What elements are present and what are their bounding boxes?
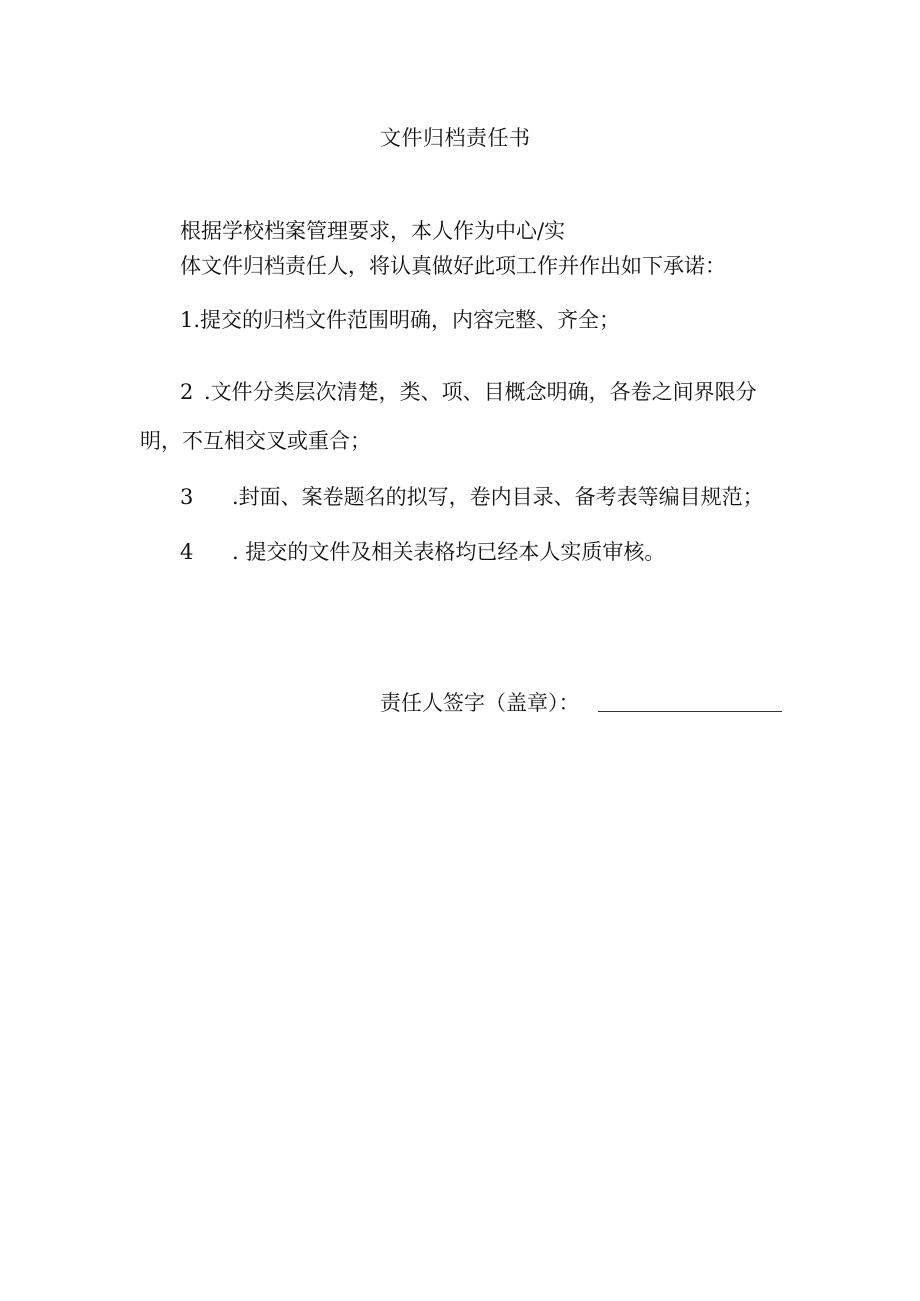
intro-line-1: 根据学校档案管理要求，本人作为中心/实 (180, 219, 566, 243)
signature-blank-line (598, 711, 782, 712)
item-2-continuation: 明，不互相交叉或重合； (140, 429, 371, 453)
item-2-text: .文件分类层次清楚，类、项、目概念明确，各卷之间界限分 (204, 380, 757, 404)
item-3-text: .封面、案卷题名的拟写，卷内目录、备考表等编目规范； (232, 485, 764, 509)
document-title: 文件归档责任书 (380, 126, 531, 150)
item-4-number: 4 (180, 540, 194, 564)
signature-label: 责任人签字（盖章）： (380, 691, 580, 715)
item-2-number: 2 (180, 380, 194, 404)
intro-line-2: 体文件归档责任人，将认真做好此项工作并作出如下承诺： (180, 254, 726, 278)
item-1-text: 提交的归档文件范围明确，内容完整、齐全； (200, 308, 620, 332)
item-3-number: 3 (180, 485, 194, 509)
item-4-text: . 提交的文件及相关表格均已经本人实质审核。 (232, 540, 666, 564)
item-1-number: 1. (180, 308, 201, 332)
